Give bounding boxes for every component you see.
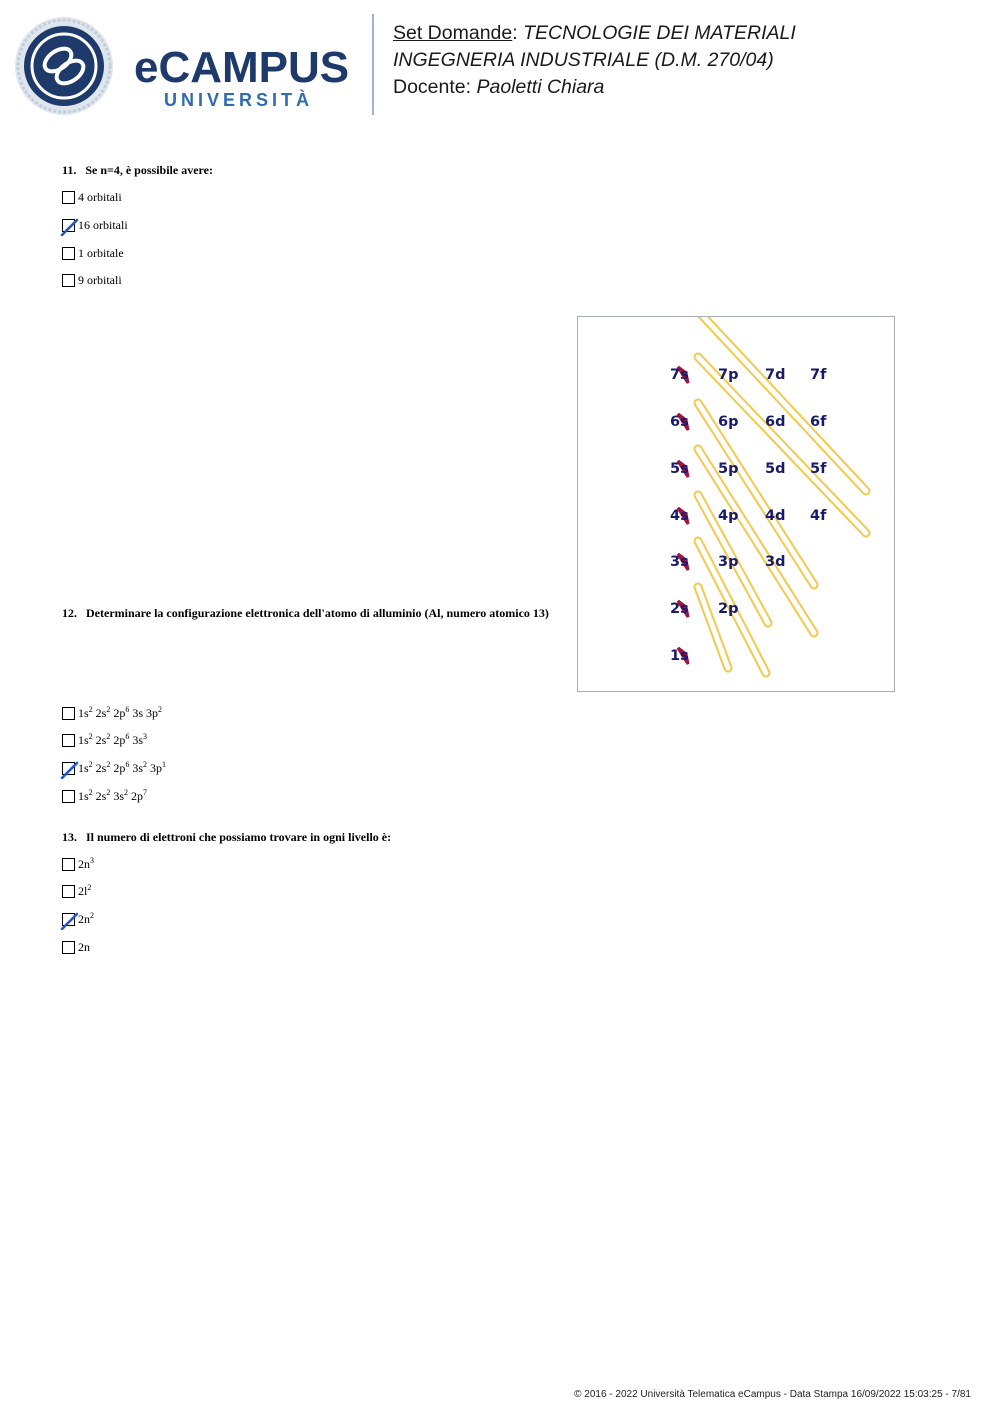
formula-text: 3p	[147, 760, 163, 775]
orbital-label: 7d	[765, 367, 786, 383]
answer-option[interactable]	[62, 217, 128, 233]
superscript: 2	[88, 704, 93, 714]
superscript: 2	[106, 704, 111, 714]
formula-text: 2s	[92, 788, 107, 803]
question-13	[62, 830, 391, 845]
orbital-label: 4p	[718, 508, 739, 524]
superscript: 1	[162, 759, 167, 769]
checkbox[interactable]	[62, 858, 75, 871]
formula-text: 1s	[78, 732, 89, 747]
option-text	[78, 912, 94, 927]
formula-text: 2p	[128, 788, 144, 803]
superscript: 2	[88, 759, 93, 769]
orbital-label: 7s	[670, 367, 689, 383]
orbital-label: 6s	[670, 414, 689, 430]
orbital-label: 4d	[765, 508, 786, 524]
orbital-label: 4f	[810, 508, 827, 524]
course-program: INGEGNERIA INDUSTRIALE (D.M. 270/04)	[393, 49, 774, 71]
superscript: 7	[143, 787, 148, 797]
check-mark-icon	[60, 761, 80, 779]
checkbox[interactable]	[62, 941, 75, 954]
formula-text: 2s	[92, 760, 107, 775]
teacher-name: Paoletti Chiara	[476, 76, 605, 98]
answer-option[interactable]	[62, 705, 162, 721]
question-text: Se n=4, è possibile avere:	[85, 163, 213, 177]
aufbau-diagram	[577, 316, 895, 692]
answer-option[interactable]	[62, 245, 124, 261]
formula-text: 3s 3p	[129, 705, 159, 720]
superscript: 6	[125, 731, 130, 741]
orbital-label: 5p	[718, 461, 739, 477]
header-info: Set Domande: TECNOLOGIE DEI MATERIALI INGEGNERIA INDUSTRIALE (D.M. 270/04) Docente: Paoletti Chiara	[393, 22, 796, 98]
checkbox[interactable]	[62, 247, 75, 260]
page-footer: © 2016 - 2022 Università Telematica eCampus - Data Stampa 16/09/2022 15:03:25 - 7/81	[574, 1389, 971, 1400]
superscript: 2	[90, 910, 94, 920]
option-text: 16 orbitali	[78, 217, 128, 232]
superscript: 2	[106, 759, 111, 769]
superscript: 2	[88, 731, 93, 741]
option-text: 1 orbitale	[78, 245, 124, 260]
formula-text: 1s	[78, 760, 89, 775]
logo-sub: UNIVERSITÀ	[164, 90, 314, 110]
question-text: Determinare la configurazione elettronica dell'atomo di alluminio (Al, numero atomico 13)	[86, 606, 549, 620]
formula-text: 2n	[78, 856, 90, 871]
question-11	[62, 163, 213, 178]
orbital-label: 7p	[718, 367, 739, 383]
checkbox[interactable]	[62, 913, 75, 926]
answer-option[interactable]	[62, 856, 94, 872]
diagonal-arrow-path	[698, 403, 814, 585]
formula-text: 1s	[78, 705, 89, 720]
orbital-label: 5d	[765, 461, 786, 477]
question-number: 13.	[62, 830, 77, 844]
option-text	[78, 884, 91, 899]
superscript: 6	[125, 704, 130, 714]
question-number: 11.	[62, 163, 77, 177]
option-text	[78, 940, 90, 955]
option-text	[78, 733, 147, 748]
formula-text: 2n	[78, 939, 90, 954]
question-text: Il numero di elettroni che possiamo trovare in ogni livello è:	[86, 830, 392, 844]
header-divider	[372, 14, 374, 115]
superscript: 2	[106, 731, 111, 741]
orbital-label: 3p	[718, 554, 739, 570]
formula-text: 2p	[110, 705, 126, 720]
formula-text: 3s	[110, 788, 125, 803]
answer-option[interactable]	[62, 732, 147, 748]
logo-name: eCAMPUS	[134, 43, 350, 92]
option-text: 9 orbitali	[78, 272, 122, 287]
checkbox[interactable]	[62, 707, 75, 720]
answer-option[interactable]	[62, 939, 90, 955]
formula-text: 2s	[92, 732, 107, 747]
orbital-label: 3s	[670, 554, 689, 570]
orbital-label: 4s	[670, 508, 689, 524]
superscript: 3	[90, 855, 94, 865]
superscript: 2	[124, 787, 129, 797]
teacher-label: Docente:	[393, 76, 472, 98]
formula-text: 3s	[129, 732, 144, 747]
answer-option[interactable]	[62, 272, 122, 288]
superscript: 2	[158, 704, 163, 714]
formula-text: 2p	[110, 760, 126, 775]
orbital-label: 5s	[670, 461, 689, 477]
orbital-label: 6p	[718, 414, 739, 430]
set-label: Set Domande	[393, 22, 513, 44]
formula-text: 2p	[110, 732, 126, 747]
checkbox[interactable]	[62, 762, 75, 775]
orbital-label: 7f	[810, 367, 827, 383]
answer-option[interactable]	[62, 760, 166, 776]
superscript: 2	[143, 759, 148, 769]
orbital-label: 2s	[670, 601, 689, 617]
superscript: 2	[87, 882, 92, 892]
ecampus-logo	[14, 14, 374, 118]
formula-text: 2n	[78, 911, 90, 926]
checkbox[interactable]	[62, 885, 75, 898]
option-text	[78, 706, 162, 721]
answer-option[interactable]	[62, 189, 122, 205]
orbital-label: 1s	[670, 648, 689, 664]
formula-text: 2s	[92, 705, 107, 720]
option-text	[78, 789, 147, 804]
superscript: 3	[143, 731, 148, 741]
option-text	[78, 857, 94, 872]
option-text	[78, 761, 166, 776]
superscript: 2	[106, 787, 111, 797]
checkbox[interactable]	[62, 219, 75, 232]
orbital-label: 6d	[765, 414, 786, 430]
orbital-label: 6f	[810, 414, 827, 430]
check-mark-icon	[60, 218, 80, 236]
question-12	[62, 606, 549, 621]
answer-option[interactable]	[62, 911, 94, 927]
orbital-label: 2p	[718, 601, 739, 617]
orbital-label: 3d	[765, 554, 786, 570]
formula-text: 1s	[78, 788, 89, 803]
superscript: 6	[125, 759, 130, 769]
checkbox[interactable]	[62, 274, 75, 287]
checkbox[interactable]	[62, 734, 75, 747]
check-mark-icon	[60, 912, 80, 930]
answer-option[interactable]	[62, 883, 91, 899]
seal-icon	[15, 17, 113, 115]
answer-option[interactable]	[62, 788, 147, 804]
question-number: 12.	[62, 606, 77, 620]
superscript: 2	[88, 787, 93, 797]
checkbox[interactable]	[62, 790, 75, 803]
option-text: 4 orbitali	[78, 189, 122, 204]
course-title: TECNOLOGIE DEI MATERIALI	[523, 22, 796, 44]
orbital-label: 5f	[810, 461, 827, 477]
formula-text: 3s	[129, 760, 144, 775]
checkbox[interactable]	[62, 191, 75, 204]
formula-text: 2l	[78, 883, 88, 898]
